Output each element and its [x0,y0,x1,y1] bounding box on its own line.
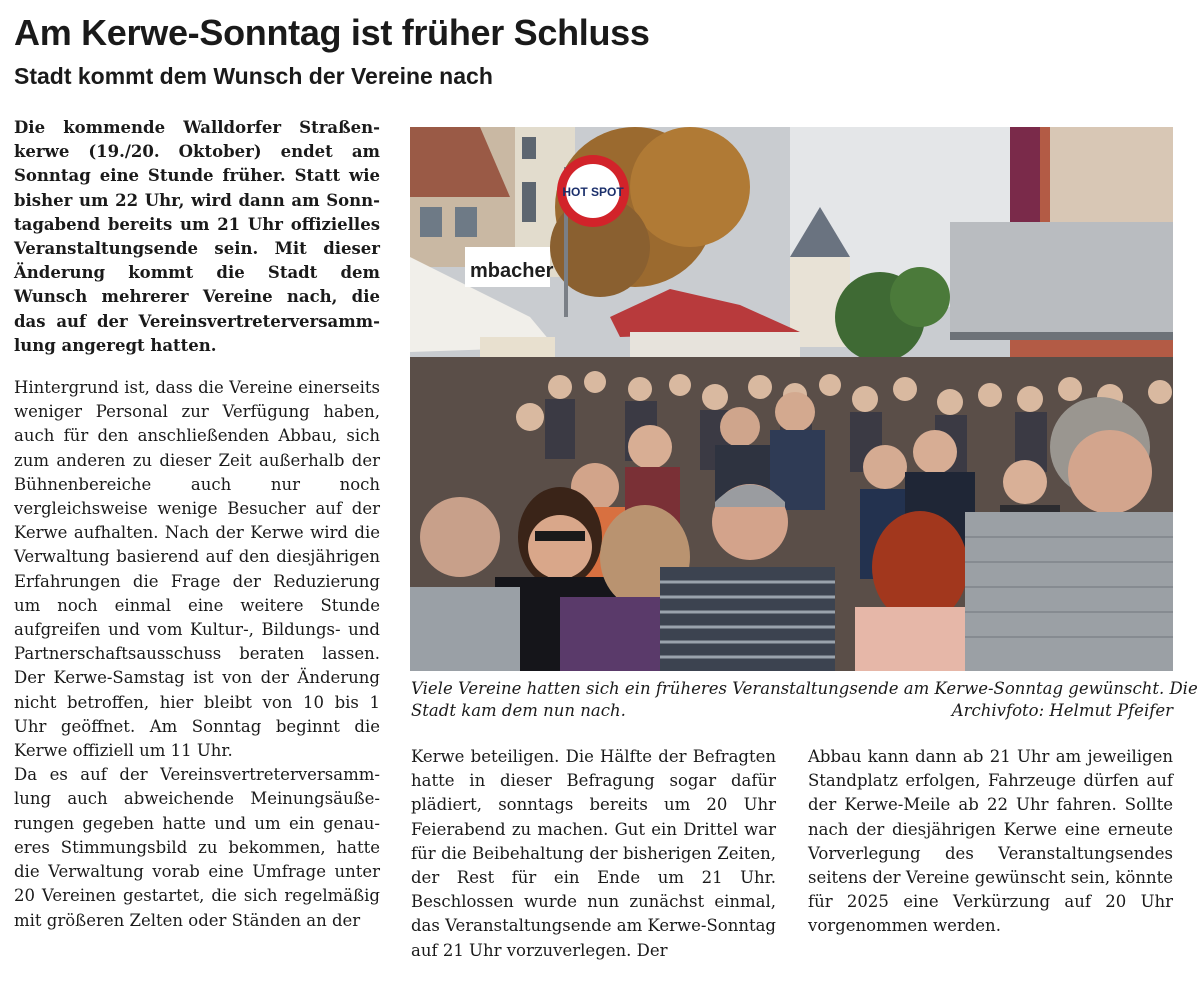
article-paragraph-3: Kerwe beteiligen. Die Hälfte der Befragten hatte in dieser Befragung sogar dafür plädiert, sonntags bereits um 20 Uhr Feierabend zu machen. Gut ein Drittel war für die Beibehaltung der bisherigen Zeiten, der Rest für ein Ende um 21 Uhr. Beschlossen wurde nun zunächst einmal, das Veranstaltungsende am Kerwe-Sonntag auf 21 Uhr vorzuverlegen. Der [411,747,776,960]
article-column-2 [411,745,776,963]
article-paragraph-2: Da es auf der Vereinsvertreterversammlung auch abweichende Meinungsäußerungen gegeben hatte und um ein genaueres Stimmungsbild zu bekommen, hatte die Verwaltung vorab eine Umfrage unter 20 Vereinen gestartet, die sich regelmäßig mit größeren Zelten oder Ständen an der [14,765,380,930]
banner-text: mbacher [470,260,554,282]
caption-line-2: Stadt kam dem nun nach. [411,701,626,720]
article-photo [410,127,1173,671]
article-lead: Die kommende Walldorfer Straßenkerwe (19./20. Oktober) endet am Sonntag eine Stunde früher. Statt wie bisher um 22 Uhr, wird dann am Sonntagabend bereits um 21 Uhr offizielles Veranstaltungsende sein. Mit dieser Änderung kommt die Stadt dem Wunsch mehrerer Vereine nach, die das auf der Vereinsvertreterversammlung angeregt hatten. [14,118,380,355]
article-headline: Am Kerwe-Sonntag ist früher Schluss [14,12,650,53]
photo-caption [411,678,1198,722]
article-paragraph-1: Hintergrund ist, dass die Vereine einerseits weniger Personal zur Verfügung haben, auch für den anschließenden Abbau, sich zum anderen zu dieser Zeit außerhalb der Bühnenbereiche auch nur noch vergleichsweise wenige Besucher auf der Kerwe aufhalten. Nach der Kerwe wird die Verwaltung basierend auf den diesjährigen Erfahrungen die Frage der Reduzierung um noch einmal eine weitere Stunde aufgreifen und vom Kultur-, Bildungs- und Partnerschaftsausschuss beraten lassen. Der Kerwe-Samstag ist von der Änderung nicht betroffen, hier bleibt von 10 bis 1 Uhr geöffnet. Am Sonntag beginnt die Kerwe offiziell um 11 Uhr. [14,378,380,761]
caption-line-1: Viele Vereine hatten sich ein früheres Veranstaltungsende am Kerwe-Sonntag gewünscht. Die [411,679,1198,698]
article-column-1 [14,116,380,933]
article-paragraph-4: Abbau kann dann ab 21 Uhr am jeweiligen Standplatz erfolgen, Fahrzeuge dürfen auf der Kerwe-Meile ab 22 Uhr fahren. Sollte nach der diesjährigen Kerwe eine erneute Vorverlegung des Veranstaltungsendes seitens der Vereine gewünscht sein, könnte für 2025 eine Verkürzung auf 20 Uhr vorgenommen werden. [808,747,1173,936]
article-subheadline: Stadt kommt dem Wunsch der Vereine nach [14,63,493,89]
sign-text: HOT SPOT [562,185,624,199]
article-column-3 [808,745,1173,939]
photo-credit: Archivfoto: Helmut Pfeifer [951,701,1173,720]
